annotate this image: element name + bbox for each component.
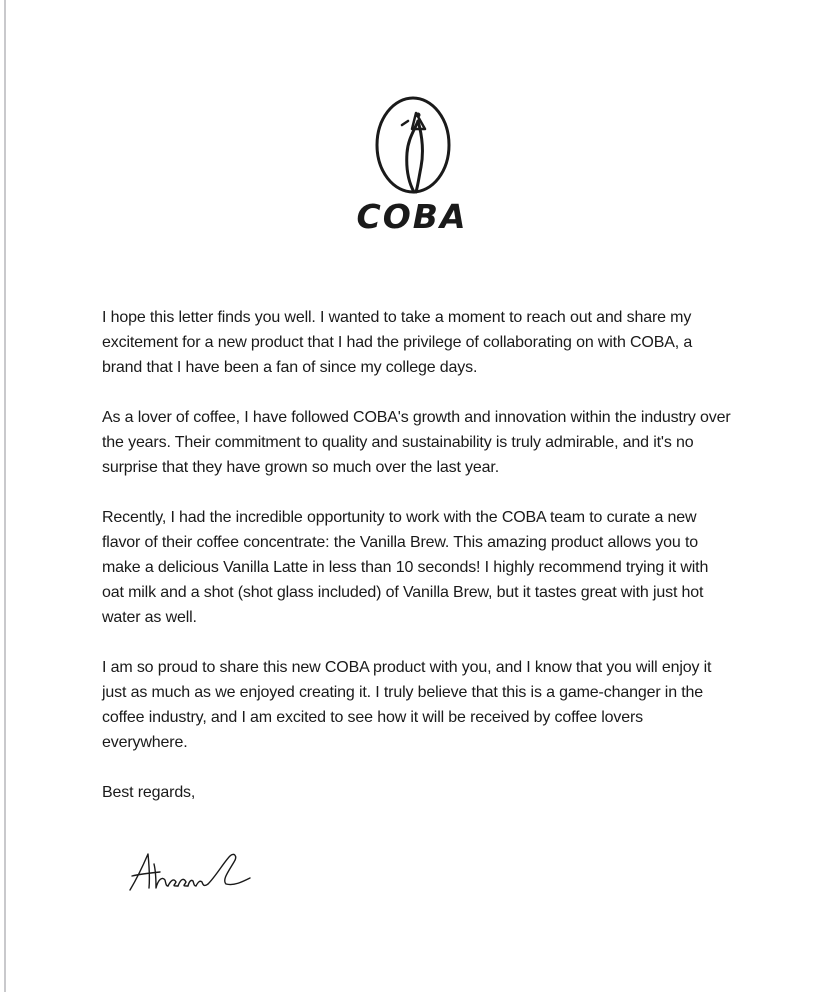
letter-paragraph: I am so proud to share this new COBA product with you, and I know that you will enjoy it just as much as we enjoyed creating it. I truly believe that this is a game-changer in the coffee industry, and I am excited to see how it will be received by coffee lovers everywhere. — [102, 659, 712, 751]
coffee-bean-logo-icon — [374, 95, 452, 195]
letter-paragraph: I hope this letter finds you well. I wanted to take a moment to reach out and share my excitement for a new product that I had the privilege of collaborating on with COBA, a brand that I have been a fan of since my college days. — [102, 309, 693, 376]
coba-wordmark — [356, 199, 468, 233]
letterhead-logo — [356, 95, 468, 237]
letter-paragraph: As a lover of coffee, I have followed COBA's growth and innovation within the industry over the years. Their commitment to quality and sustainability is truly admirable, and it's no surprise that they have grown so much over the last year. — [102, 409, 731, 476]
handwritten-signature — [126, 846, 256, 898]
letter-paragraph: Recently, I had the incredible opportunity to work with the COBA team to curate a new flavor of their coffee concentrate: the Vanilla Brew. This amazing product allows you to make a delicious Vanilla Latte in less than 10 seconds! I highly recommend trying it with oat milk and a shot (shot glass included) of Vanilla Brew, but it tastes great with just hot water as well. — [102, 509, 709, 626]
letter-closing: Best regards, — [102, 784, 196, 801]
svg-text:COBA: COBA — [356, 199, 468, 233]
letter-body — [102, 305, 732, 830]
page-left-edge — [4, 0, 6, 992]
